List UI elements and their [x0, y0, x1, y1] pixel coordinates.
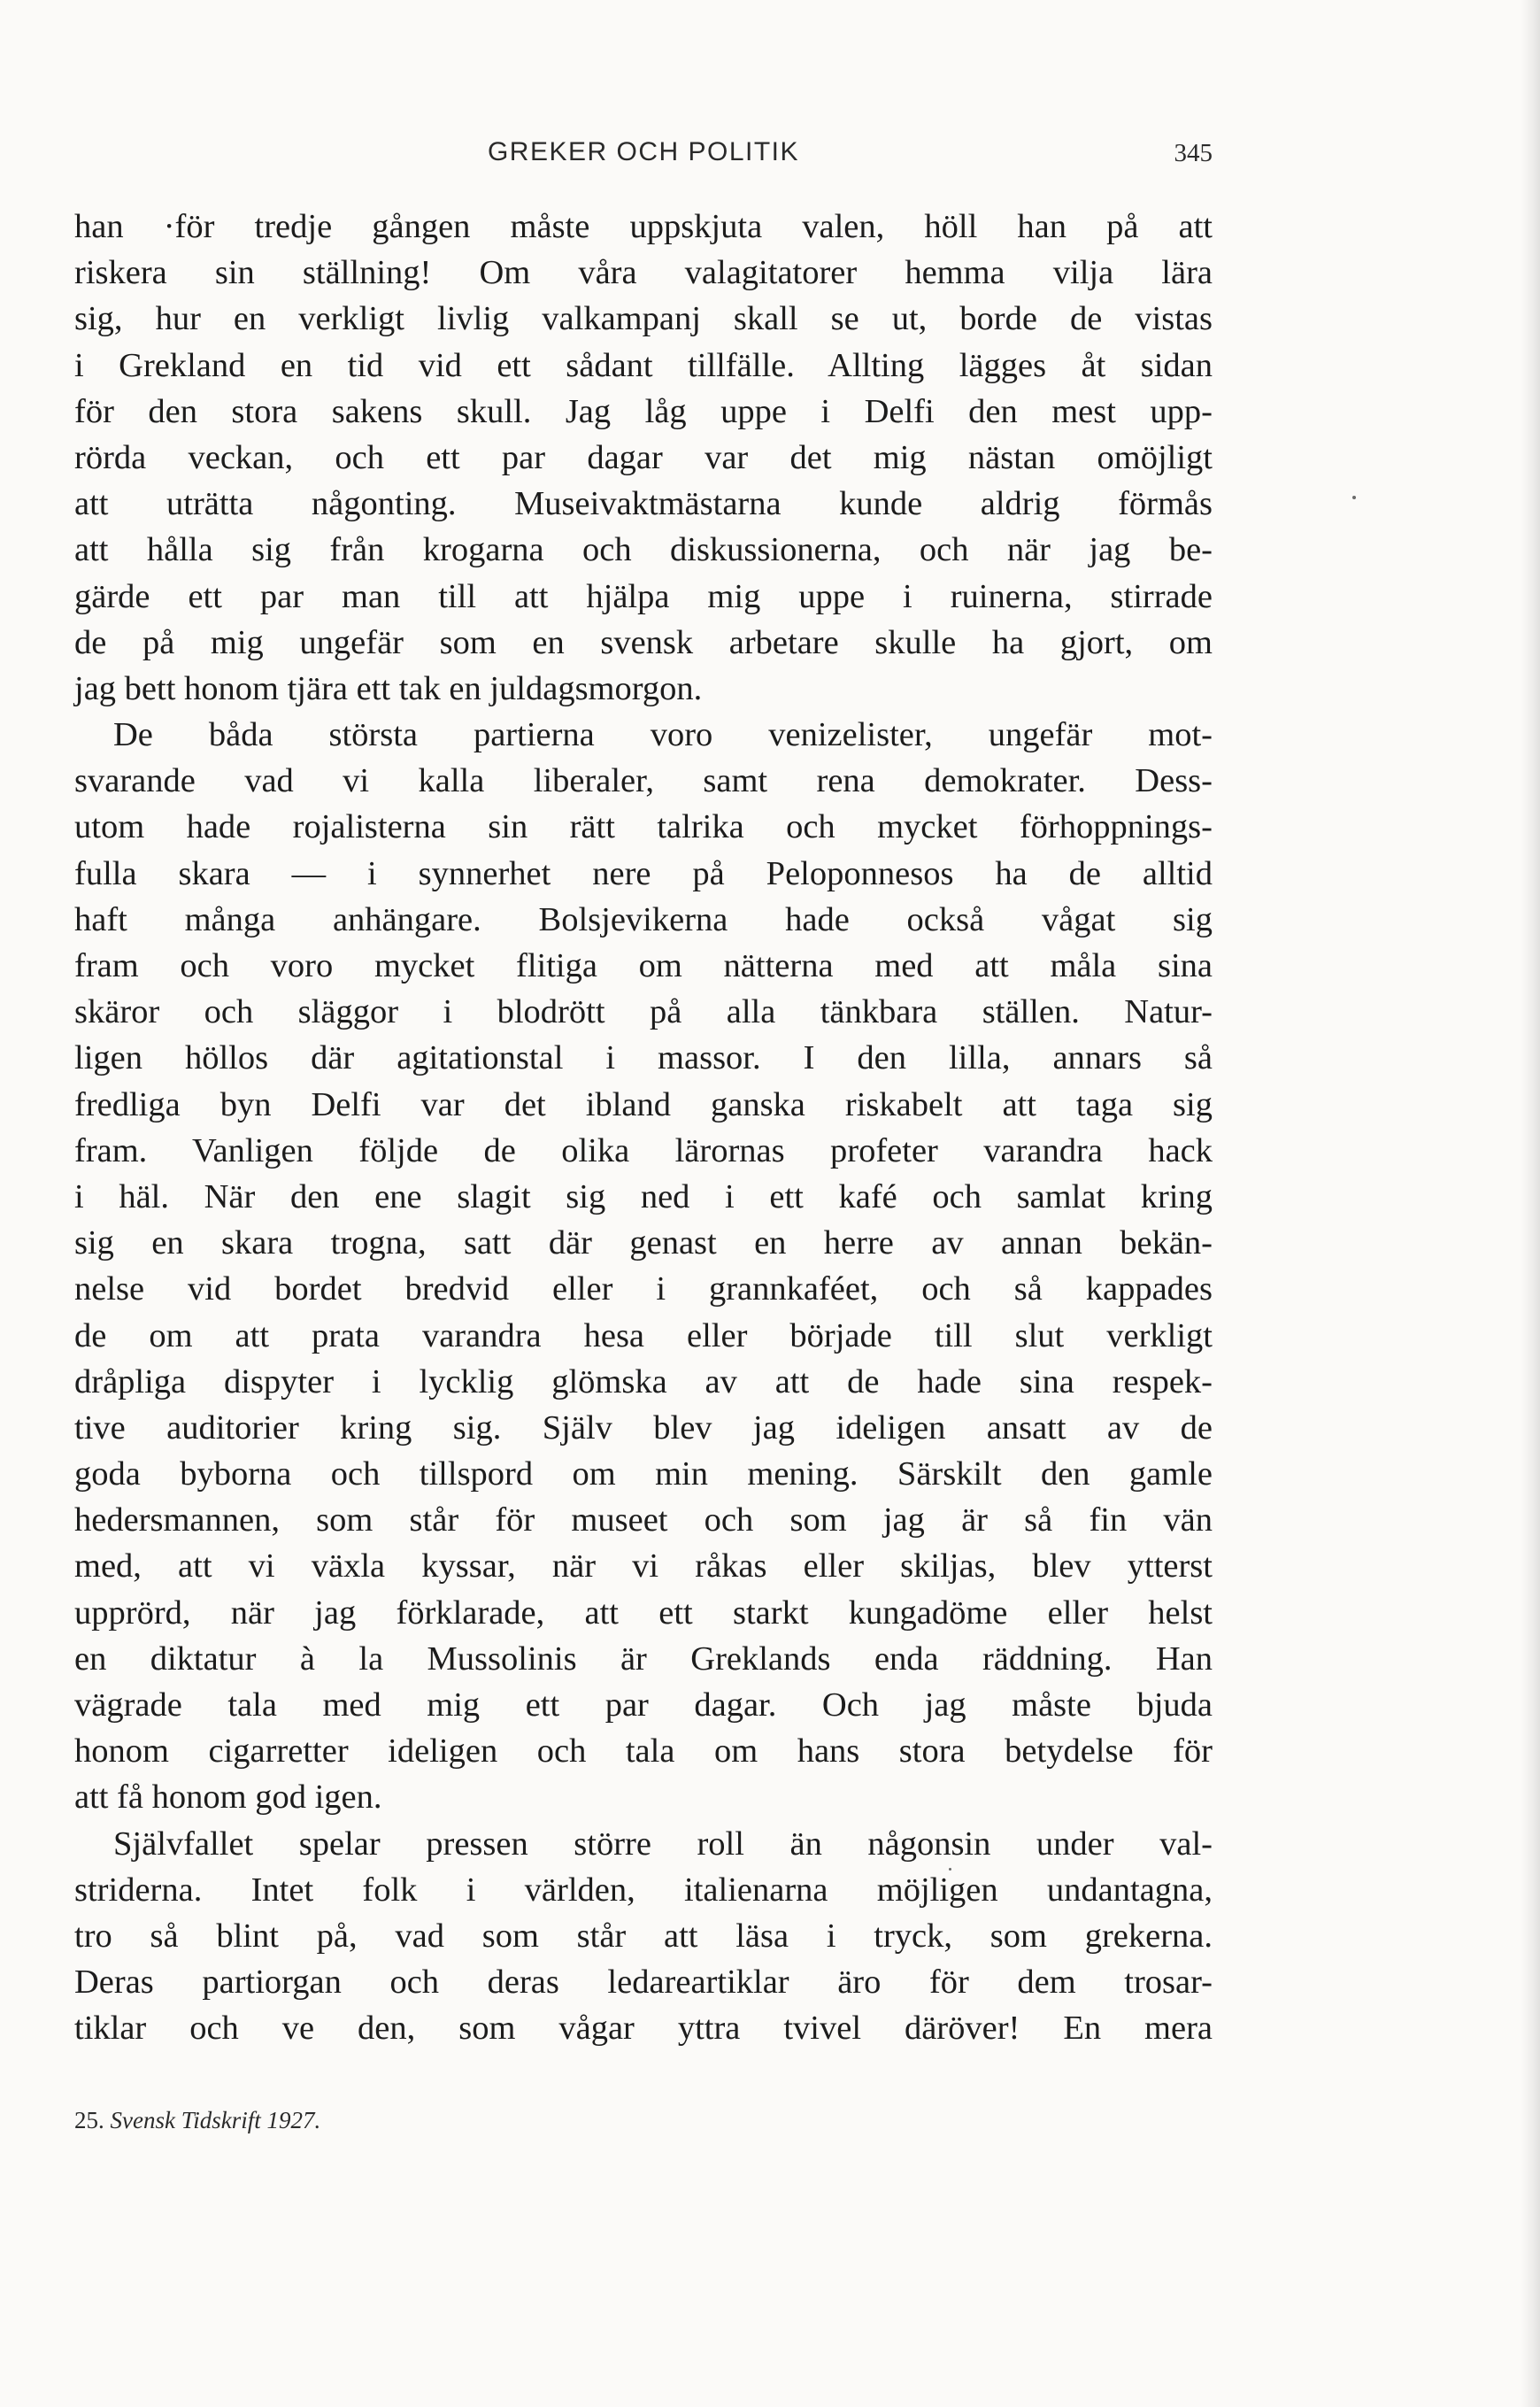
- scan-speck: [949, 1868, 951, 1871]
- text-line: han ·för tredje gången måste uppskjuta valen, höll han på att: [74, 208, 1213, 245]
- text-line: gärde ett par man till att hjälpa mig uppe i ruinerna, stirrade: [74, 577, 1213, 615]
- body-text: [74, 204, 1213, 2052]
- text-line: i häl. När den ene slagit sig ned i ett kafé och samlat kring: [74, 1177, 1213, 1215]
- text-line: att uträtta någonting. Museivaktmästarna kunde aldrig förmås: [74, 485, 1213, 523]
- running-header: [74, 137, 1213, 181]
- text-line: tive auditorier kring sig. Själv blev jag ideligen ansatt av de: [74, 1408, 1213, 1447]
- text-line: en diktatur à la Mussolinis är Greklands enda räddning. Han: [74, 1639, 1213, 1678]
- text-line: fram och voro mycket flitiga om nätterna med att måla sina: [74, 947, 1213, 984]
- text-line: svarande vad vi kalla liberaler, samt rena demokrater. Dess-: [74, 762, 1213, 800]
- text-line: Självfallet spelar pressen större roll än någonsin under val-: [113, 1825, 1213, 1863]
- text-line: sig, hur en verkligt livlig valkampanj skall se ut, borde de vistas: [74, 300, 1213, 338]
- text-line: sig en skara trogna, satt där genast en herre av annan bekän-: [74, 1224, 1213, 1262]
- text-line: fram. Vanligen följde de olika lärornas profeter varandra hack: [74, 1131, 1213, 1169]
- text-line: haft många anhängare. Bolsjevikerna hade också vågat sig: [74, 900, 1213, 938]
- text-line: utom hade rojalisterna sin rätt talrika och mycket förhoppnings-: [74, 808, 1213, 846]
- text-line: ligen höllos där agitationstal i massor. I den lilla, annars så: [74, 1039, 1213, 1077]
- footer: [74, 2107, 1213, 2134]
- text-line: med, att vi växla kyssar, när vi råkas eller skiljas, blev ytterst: [74, 1547, 1213, 1585]
- text-line: nelse vid bordet bredvid eller i grannkaféet, och så kappades: [74, 1270, 1213, 1308]
- text-line: upprörd, när jag förklarade, att ett starkt kungadöme eller helst: [74, 1593, 1213, 1632]
- text-line: att hålla sig från krogarna och diskussionerna, och när jag be-: [74, 531, 1213, 569]
- text-line: Deras partiorgan och deras ledareartiklar äro för dem trosar-: [74, 1963, 1213, 2002]
- text-line: goda byborna och tillspord om min mening. Särskilt den gamle: [74, 1455, 1213, 1493]
- paragraph: [74, 1821, 1213, 2052]
- text-line: tro så blint på, vad som står att läsa i tryck, som grekerna.: [74, 1917, 1213, 1955]
- text-line: striderna. Intet folk i världen, italienarna möjligen undantagna,: [74, 1871, 1213, 1909]
- text-line: rörda veckan, och ett par dagar var det mig nästan omöjligt: [74, 438, 1213, 476]
- text-line: de om att prata varandra hesa eller började till slut verkligt: [74, 1316, 1213, 1354]
- text-line: riskera sin ställning! Om våra valagitatorer hemma vilja lära: [74, 254, 1213, 292]
- paragraph: [74, 712, 1213, 1821]
- signature-number: 25.: [74, 2107, 104, 2133]
- paragraph: [74, 204, 1213, 712]
- text-line: fulla skara — i synnerhet nere på Peloponnesos ha de alltid: [74, 854, 1213, 892]
- journal-name: Svensk Tidskrift 1927.: [110, 2107, 321, 2133]
- text-line: att få honom god igen.: [74, 1778, 382, 1817]
- text-line: dråpliga dispyter i lycklig glömska av att de hade sina respek-: [74, 1362, 1213, 1400]
- running-title: GREKER OCH POLITIK: [487, 137, 800, 166]
- text-line: vägrade tala med mig ett par dagar. Och jag måste bjuda: [74, 1686, 1213, 1724]
- text-line: skäror och släggor i blodrött på alla tänkbara ställen. Natur-: [74, 993, 1213, 1031]
- text-line: för den stora sakens skull. Jag låg uppe i Delfi den mest upp-: [74, 392, 1213, 430]
- text-line: De båda största partierna voro venizelister, ungefär mot-: [113, 716, 1213, 754]
- page-number: 345: [1174, 139, 1213, 167]
- text-line: hedersmannen, som står för museet och som jag är så fin vän: [74, 1501, 1213, 1539]
- text-line: tiklar och ve den, som vågar yttra tvivel däröver! En mera: [74, 2010, 1213, 2048]
- page-edge-shadow: [1521, 0, 1540, 2407]
- text-line: jag bett honom tjära ett tak en juldagsmorgon.: [74, 669, 703, 707]
- scan-speck: [1352, 496, 1356, 499]
- text-line: i Grekland en tid vid ett sådant tillfälle. Allting lägges åt sidan: [74, 346, 1213, 384]
- text-line: de på mig ungefär som en svensk arbetare skulle ha gjort, om: [74, 623, 1213, 661]
- text-line: honom cigarretter ideligen och tala om hans stora betydelse för: [74, 1732, 1213, 1771]
- text-line: fredliga byn Delfi var det ibland ganska riskabelt att taga sig: [74, 1085, 1213, 1123]
